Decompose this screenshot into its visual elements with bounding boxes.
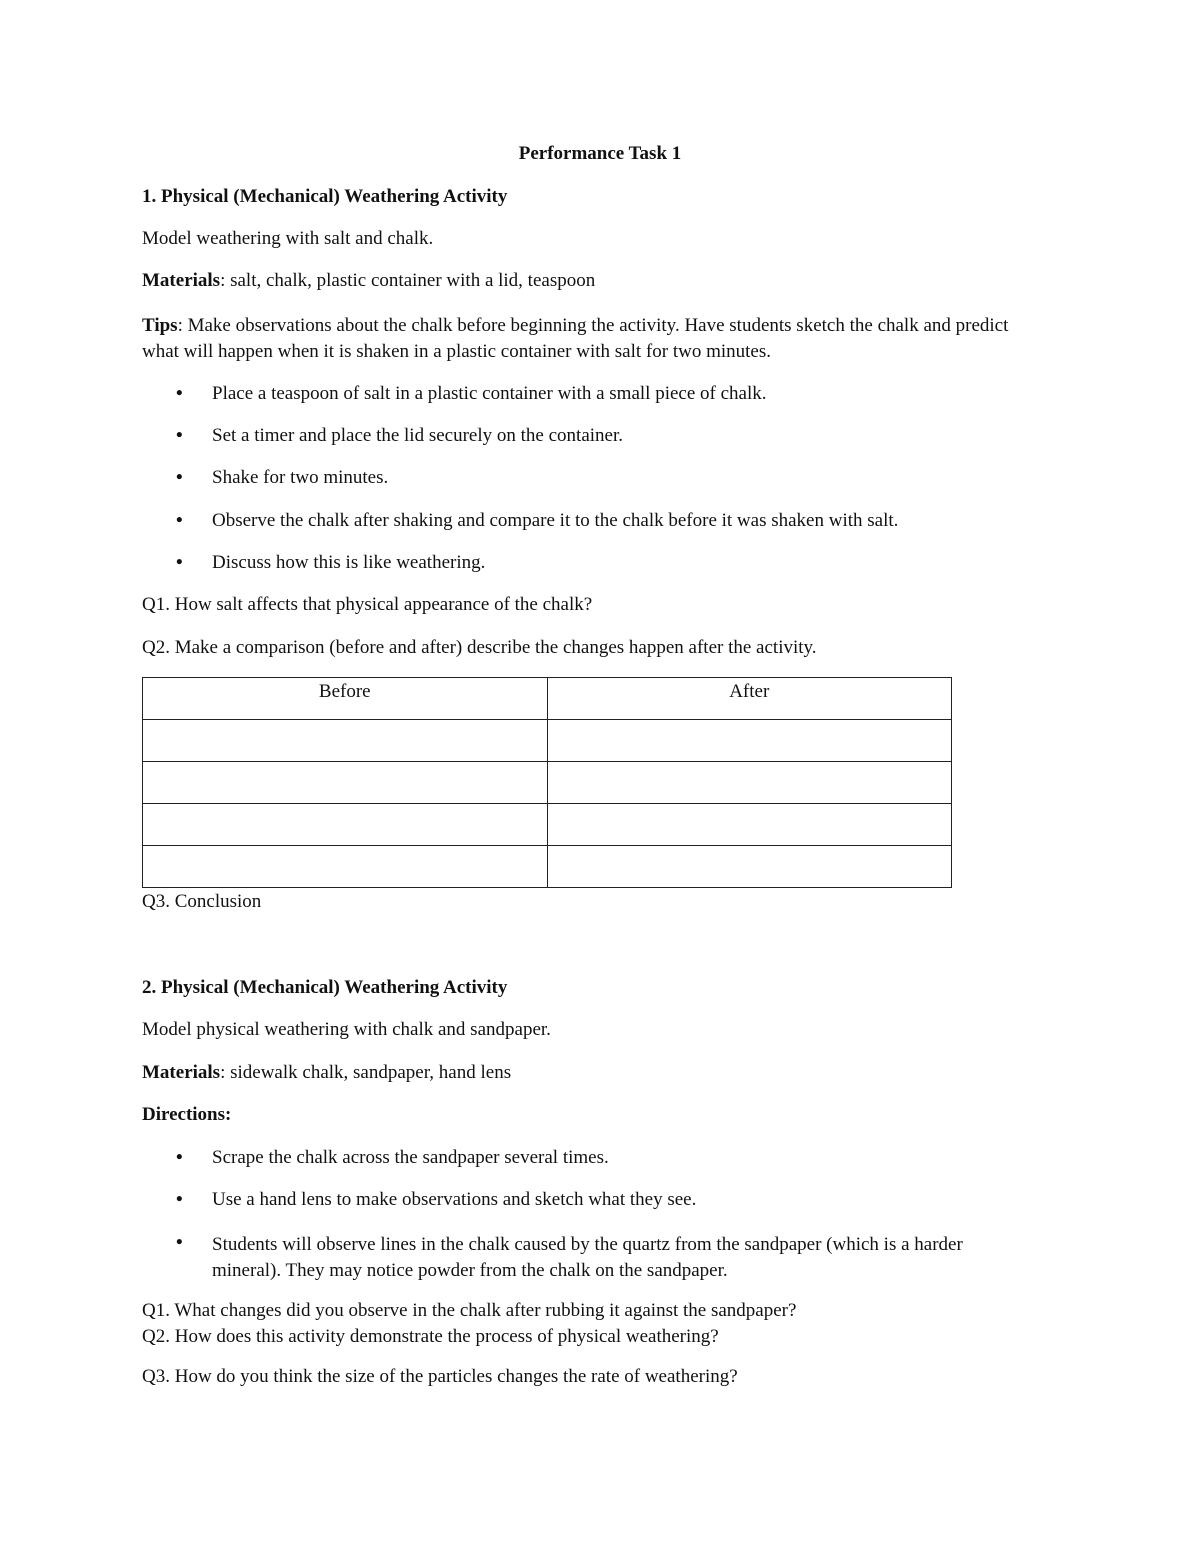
list-item-text: Set a timer and place the lid securely on the container. bbox=[212, 425, 623, 446]
bullet-icon: • bbox=[176, 1189, 183, 1210]
column-header-before: Before bbox=[143, 678, 548, 720]
page-title: Performance Task 1 bbox=[518, 143, 682, 164]
list-item-text: Scrape the chalk across the sandpaper several times. bbox=[212, 1147, 609, 1168]
before-after-table bbox=[142, 677, 952, 888]
section1-materials bbox=[142, 270, 595, 292]
list-item-text: Use a hand lens to make observations and sketch what they see. bbox=[212, 1189, 697, 1210]
table-row bbox=[143, 720, 952, 762]
section2-question-2: Q2. How does this activity demonstrate the process of physical weathering? bbox=[142, 1326, 719, 1347]
table-cell-after[interactable] bbox=[547, 762, 952, 804]
list-item-text: Observe the chalk after shaking and compare it to the chalk before it was shaken with salt. bbox=[212, 510, 899, 531]
table-cell-before[interactable] bbox=[143, 762, 548, 804]
materials-label: Materials bbox=[142, 1062, 221, 1083]
section1-intro: Model weathering with salt and chalk. bbox=[142, 228, 434, 249]
materials-label: Materials bbox=[142, 270, 221, 291]
table-cell-before[interactable] bbox=[143, 846, 548, 888]
table-cell-after[interactable] bbox=[547, 804, 952, 846]
section2-intro: Model physical weathering with chalk and sandpaper. bbox=[142, 1019, 551, 1040]
materials-text: : sidewalk chalk, sandpaper, hand lens bbox=[220, 1062, 512, 1083]
materials-text: : salt, chalk, plastic container with a lid, teaspoon bbox=[220, 270, 596, 291]
bullet-icon: • bbox=[176, 552, 183, 573]
section2-question-3: Q3. How do you think the size of the particles changes the rate of weathering? bbox=[142, 1366, 738, 1387]
section2-materials bbox=[142, 1062, 511, 1084]
section1-heading: 1. Physical (Mechanical) Weathering Activity bbox=[142, 186, 508, 207]
section1-question-1: Q1. How salt affects that physical appearance of the chalk? bbox=[142, 594, 593, 615]
table-cell-before[interactable] bbox=[143, 720, 548, 762]
table-cell-after[interactable] bbox=[547, 720, 952, 762]
document-page bbox=[142, 0, 1042, 1553]
section1-question-2: Q2. Make a comparison (before and after) describe the changes happen after the activity. bbox=[142, 637, 817, 658]
table-row bbox=[143, 762, 952, 804]
bullet-icon: • bbox=[176, 425, 183, 446]
column-header-after: After bbox=[547, 678, 952, 720]
bullet-icon: • bbox=[176, 383, 183, 404]
bullet-icon: • bbox=[176, 510, 183, 531]
section2-directions-label: Directions: bbox=[142, 1104, 232, 1125]
tips-label: Tips bbox=[142, 315, 178, 336]
list-item-text: Discuss how this is like weathering. bbox=[212, 552, 486, 573]
list-item-text: Shake for two minutes. bbox=[212, 467, 389, 488]
section1-question-3: Q3. Conclusion bbox=[142, 891, 262, 912]
table-header-row bbox=[143, 678, 952, 720]
table-row bbox=[143, 846, 952, 888]
bullet-icon: • bbox=[176, 1232, 183, 1253]
section2-heading: 2. Physical (Mechanical) Weathering Activity bbox=[142, 977, 508, 998]
table-cell-after[interactable] bbox=[547, 846, 952, 888]
table-row bbox=[143, 804, 952, 846]
bullet-icon: • bbox=[176, 1147, 183, 1168]
list-item-text: Students will observe lines in the chalk caused by the quartz from the sandpaper (which is a harder mineral). They may notice powder from the chalk on the sandpaper. bbox=[212, 1234, 963, 1281]
section2-question-1: Q1. What changes did you observe in the chalk after rubbing it against the sandpaper? bbox=[142, 1300, 797, 1321]
tips-text: : Make observations about the chalk before beginning the activity. Have students sketch the chalk and predict what will happen when it is shaken in a plastic container with salt for two minutes. bbox=[142, 315, 1009, 362]
list-item-text: Place a teaspoon of salt in a plastic container with a small piece of chalk. bbox=[212, 383, 767, 404]
section1-tips bbox=[142, 313, 1032, 365]
table-cell-before[interactable] bbox=[143, 804, 548, 846]
bullet-icon: • bbox=[176, 467, 183, 488]
